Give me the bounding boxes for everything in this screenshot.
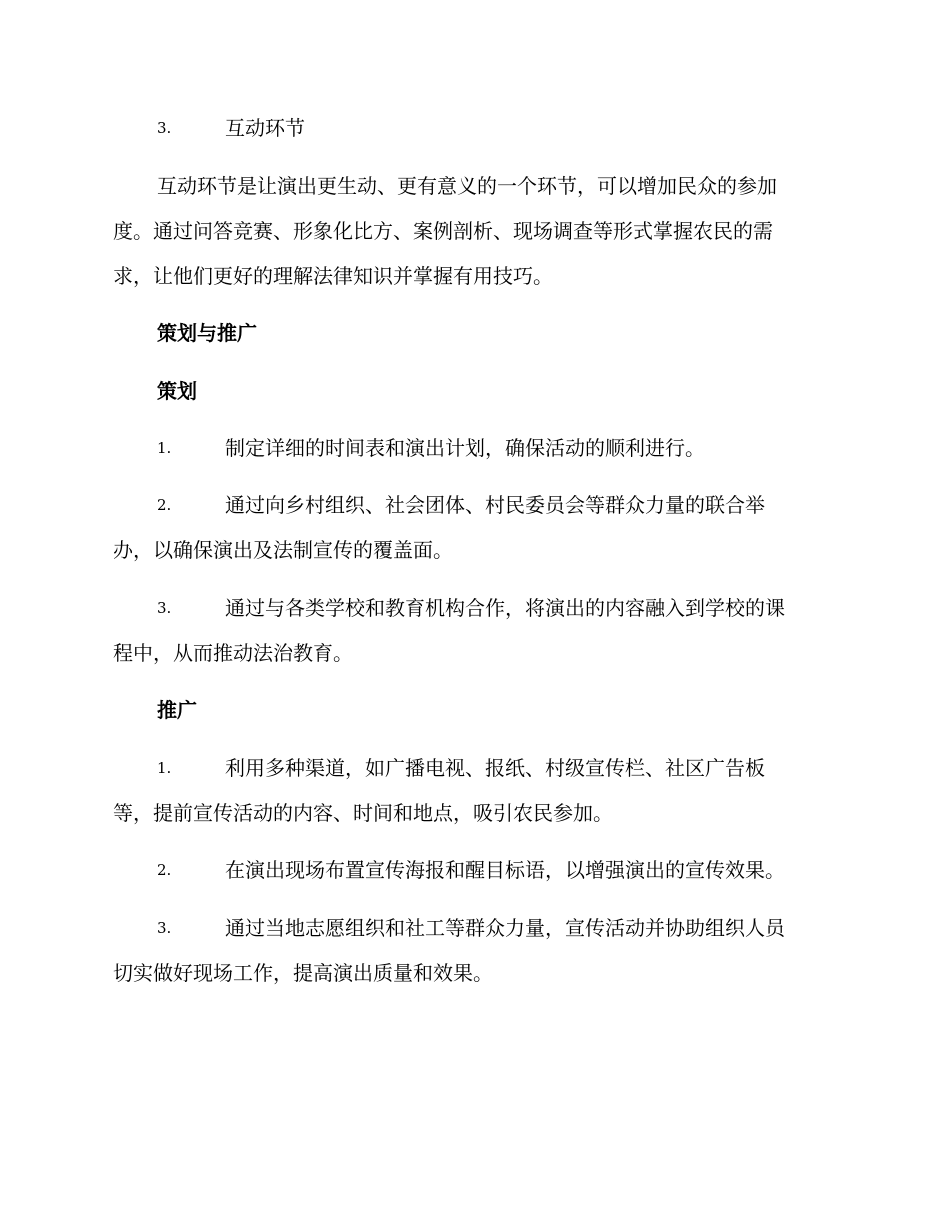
heading-promotion: 推广 [157,698,197,722]
paragraph-line: 互动环节是让演出更生动、更有意义的一个环节，可以增加民众的参加 [157,174,777,198]
paragraph-line: 求，让他们更好的理解法律知识并掌握有用技巧。 [113,264,553,288]
list-number: 2. [157,496,172,514]
list-item-line: 在演出现场布置宣传海报和醒目标语，以增强演出的宣传效果。 [225,858,785,882]
heading-main: 策划与推广 [157,321,257,345]
list-item-line: 通过与各类学校和教育机构合作，将演出的内容融入到学校的课 [225,596,785,620]
list-item-line: 切实做好现场工作，提高演出质量和效果。 [113,961,493,985]
list-item-line: 制定详细的时间表和演出计划，确保活动的顺利进行。 [225,436,705,460]
list-item-line: 通过向乡村组织、社会团体、村民委员会等群众力量的联合举 [225,493,765,517]
list-number: 3. [157,919,172,937]
list-item-line: 等，提前宣传活动的内容、时间和地点，吸引农民参加。 [113,801,613,825]
list-item-line: 程中，从而推动法治教育。 [113,641,353,665]
heading-planning: 策划 [157,379,197,403]
list-number: 1. [157,759,172,777]
list-number: 2. [157,861,172,879]
section-title: 互动环节 [225,116,305,140]
list-number: 1. [157,439,172,457]
list-number: 3. [157,599,172,617]
list-item-line: 办，以确保演出及法制宣传的覆盖面。 [113,538,453,562]
list-number: 3. [157,119,172,137]
list-item-line: 通过当地志愿组织和社工等群众力量，宣传活动并协助组织人员 [225,916,785,940]
list-item-line: 利用多种渠道，如广播电视、报纸、村级宣传栏、社区广告板 [225,756,765,780]
paragraph-line: 度。通过问答竞赛、形象化比方、案例剖析、现场调查等形式掌握农民的需 [113,219,773,243]
